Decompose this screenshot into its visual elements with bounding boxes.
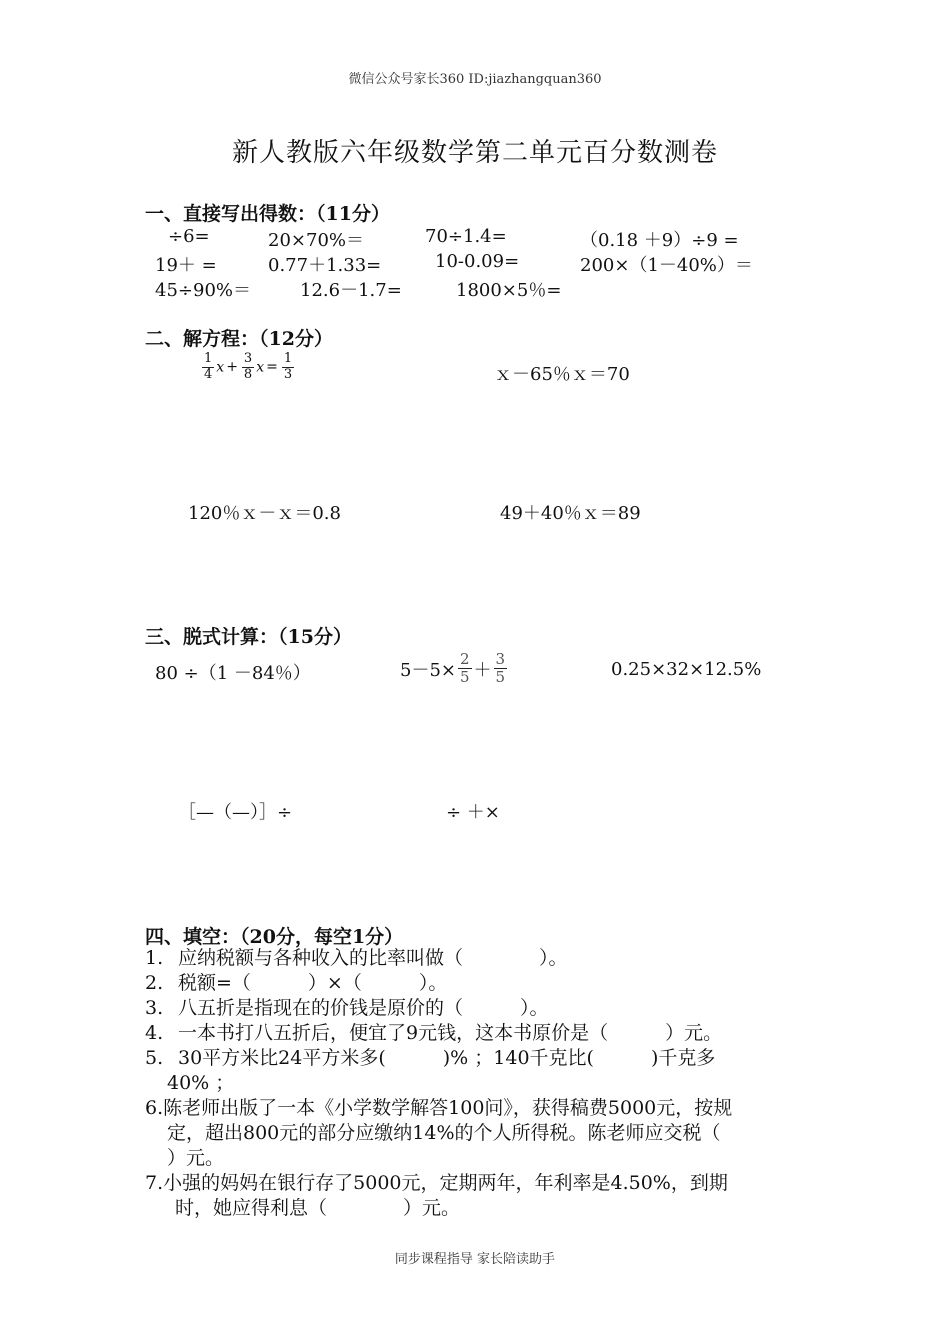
equation-1: $\frac{1}{4}$ x + $\frac{3}{8}$ x = $\frac{1}{3}$ [204, 351, 293, 382]
fill-item-6-cont2: ）元。 [167, 1147, 225, 1169]
section4-heading: 四、填空：（20分，每空1分） [145, 926, 404, 948]
page-footer: 同步课程指导 家长陪读助手 [394, 1252, 556, 1267]
fraction-a: $\frac{1}{4}$ [204, 351, 213, 382]
fill-item-2: 2. 税额=（ ）×（ ）。 [145, 972, 448, 994]
fraction-c: $\frac{1}{3}$ [283, 351, 293, 382]
expression-5: ÷ ＋× [446, 802, 500, 823]
fraction-two-fifths: $\frac{2}{5}$ [460, 650, 470, 687]
section2-heading: 二、解方程：（12分） [145, 328, 333, 350]
s1-r1-c4: （0.18 ＋9）÷9 = [580, 230, 739, 251]
s1-r2-c4: 200×（1－40%）＝ [580, 255, 753, 276]
s1-r2-c1: 19＋ = [155, 255, 217, 276]
page-header: 微信公众号家长360 ID:jiazhangquan360 [348, 72, 602, 87]
equation-4: 49＋40％ｘ＝89 [500, 503, 641, 524]
fraction-three-fifths: $\frac{3}{5}$ [495, 650, 506, 687]
fill-item-6: 6.陈老师出版了一本《小学数学解答100问》，获得稿费5000元，按规 [145, 1097, 733, 1119]
s1-r1-c3: 70÷1.4= [425, 226, 507, 247]
s1-r2-c3: 10-0.09= [435, 251, 520, 272]
section3-heading: 三、脱式计算：（15分） [145, 626, 352, 648]
fill-item-5: 5. 30平方米比24平方米多( )% ；140千克比( )千克多 [145, 1047, 716, 1069]
s1-r2-c2: 0.77＋1.33= [268, 255, 382, 276]
fill-item-1: 1. 应纳税额与各种收入的比率叫做（ ）。 [145, 947, 568, 969]
expression-3: 0.25×32×12.5% [611, 659, 762, 680]
section1-heading: 一、直接写出得数：（11分） [145, 203, 390, 225]
s1-r1-c2: 20×70%＝ [268, 230, 364, 251]
s1-r3-c3: 1800×5％= [456, 280, 562, 301]
equation-3: 120％ｘ－ｘ＝0.8 [188, 503, 341, 524]
fill-item-7-cont: 时，她应得利息（ ）元。 [175, 1197, 461, 1219]
expression-2: 5－5× $\frac{2}{5}$ ＋ $\frac{3}{5}$ [400, 650, 506, 687]
fill-item-3: 3. 八五折是指现在的价钱是原价的（ ）。 [145, 997, 549, 1019]
s1-r3-c2: 12.6－1.7= [300, 280, 402, 301]
fill-item-6-cont: 定，超出800元的部分应缴纳14%的个人所得税。陈老师应交税（ [167, 1122, 721, 1144]
s1-r1-c1: ÷6= [168, 226, 210, 247]
fill-item-4: 4. 一本书打八五折后，便宜了9元钱，这本书原价是（ ）元。 [145, 1022, 723, 1044]
page-title: 新人教版六年级数学第二单元百分数测卷 [231, 138, 718, 168]
expression-4: ［—（—）］÷ [178, 802, 293, 823]
fill-item-7: 7.小强的妈妈在银行存了5000元，定期两年，年利率是4.50%，到期 [145, 1172, 728, 1194]
equation-2: ｘ－65％ｘ＝70 [494, 364, 630, 385]
fill-item-5-cont: 40% ； [167, 1072, 235, 1094]
fraction-b: $\frac{3}{8}$ [243, 351, 253, 382]
expression-1: 80 ÷（1 －84％） [155, 663, 311, 684]
s1-r3-c1: 45÷90%＝ [155, 280, 251, 301]
